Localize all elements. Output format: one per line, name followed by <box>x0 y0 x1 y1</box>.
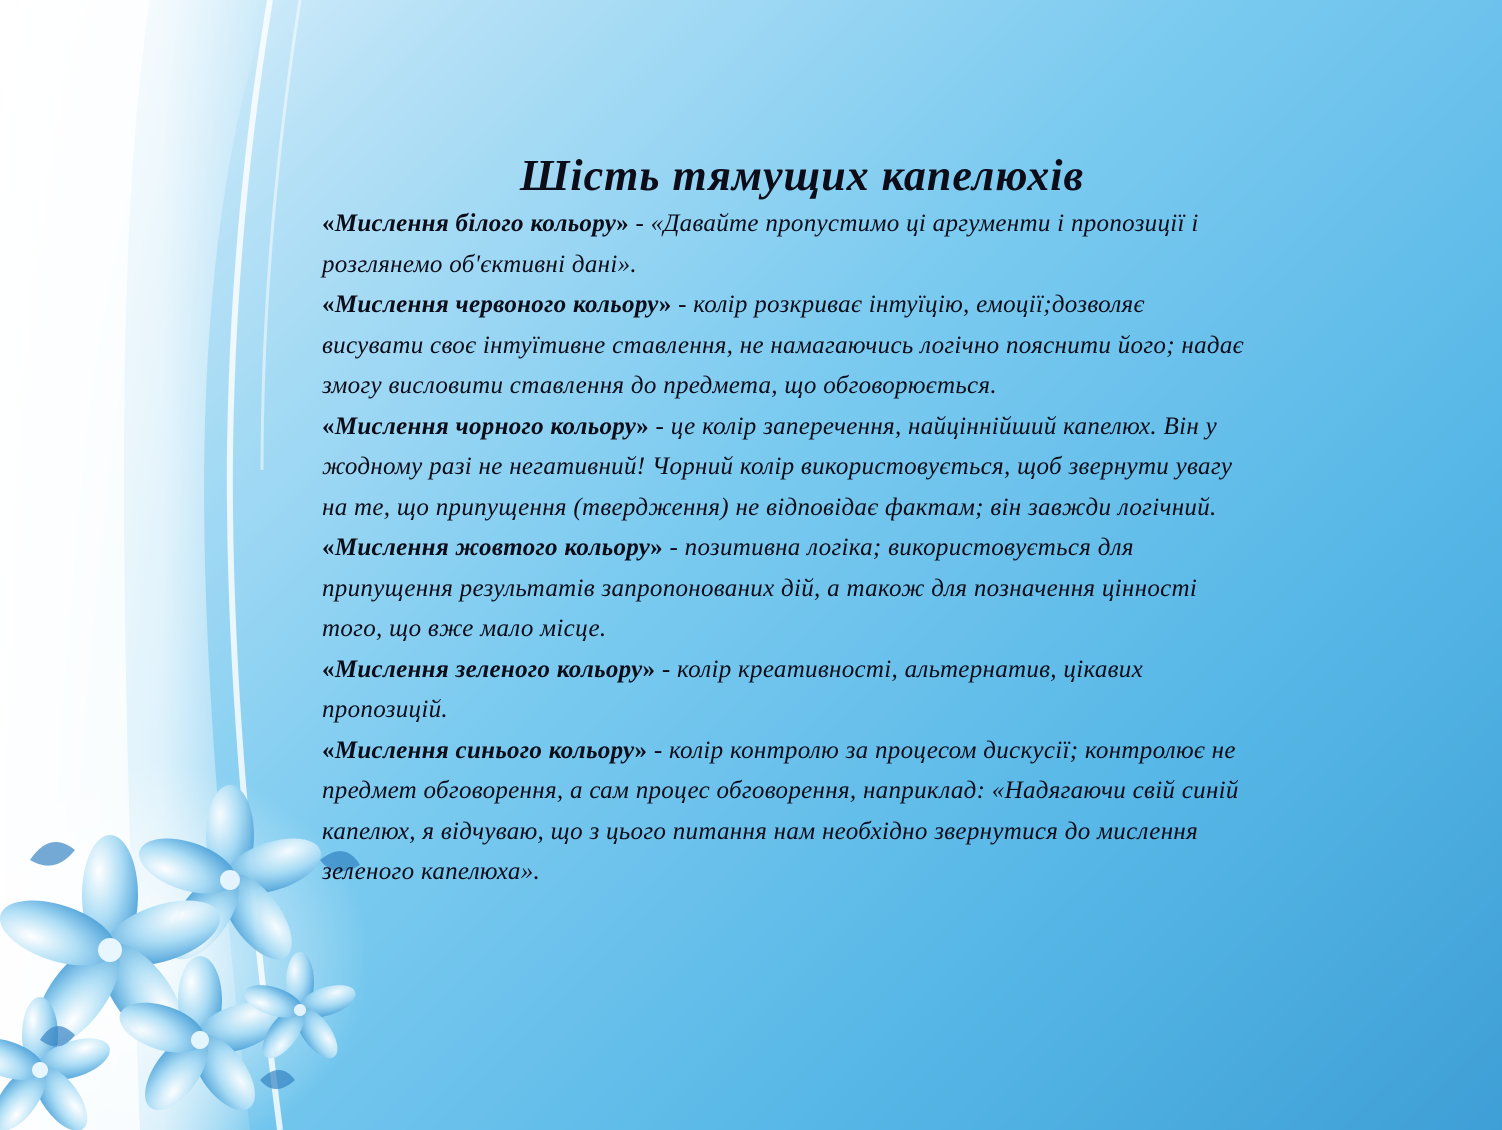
hat-description: - це колір заперечення, найціннійший капелюх. Він у жодному разі не негативний! Чорний колір використовується, щоб звернути увагу на те, що припущення (твердження) не відповідає фактам; він завжди логічний. <box>322 412 1233 521</box>
open-quote: « <box>322 655 335 683</box>
hat-description: - позитивна логіка; використовується для припущення результатів запропонованих дій, а також для позначення цінності того, що вже мало місце. <box>322 534 1198 642</box>
hat-description: - колір контролю за процесом дискусії; контролює не предмет обговорення, а сам процес обговорення, наприклад: «Надягаючи свій синій капелюх, я відчуваю, що з цього питання нам необхідно звернутися до мислення зеленого капелюха». <box>322 736 1239 885</box>
open-quote: « <box>322 210 335 237</box>
hat-name: Мислення жовтого кольору <box>334 534 651 561</box>
hat-description: - колір розкриває інтуїцію, емоції;дозволяє висувати своє інтуїтивне ставлення, не намагаючись логічно пояснити його; надає змогу висловити ставлення до предмета, що обговорюється. <box>322 291 1244 399</box>
slide-title: Шість тямущих капелюхів <box>519 151 1085 200</box>
close-quote: » <box>636 412 649 440</box>
open-quote: « <box>322 534 335 561</box>
hat-item-red <box>322 285 1252 407</box>
hat-name: Мислення білого кольору <box>334 210 617 237</box>
hat-name: Мислення чорного кольору <box>334 412 637 440</box>
open-quote: « <box>322 291 335 318</box>
open-quote: « <box>322 736 335 764</box>
hat-name: Мислення зеленого кольору <box>334 655 643 683</box>
hat-item-green <box>322 650 1252 731</box>
close-quote: » <box>616 210 629 237</box>
open-quote: « <box>322 412 335 440</box>
hat-name: Мислення червоного кольору <box>334 291 659 318</box>
hat-item-yellow <box>322 528 1252 650</box>
close-quote: » <box>642 655 656 683</box>
hat-item-blue <box>322 731 1252 893</box>
hat-item-black <box>322 407 1252 529</box>
hat-description: - «Давайте пропустимо ці аргументи і пропозиції і розглянемо об'єктивні дані». <box>322 210 1199 278</box>
hat-description: - колір креативності, альтернатив, цікавих пропозицій. <box>322 655 1143 723</box>
hat-name: Мислення синього кольору <box>334 736 635 764</box>
slide-content <box>322 148 1252 893</box>
hat-item-white <box>322 204 1252 285</box>
close-quote: » <box>650 534 663 561</box>
close-quote: » <box>634 736 648 764</box>
close-quote: » <box>658 291 672 318</box>
